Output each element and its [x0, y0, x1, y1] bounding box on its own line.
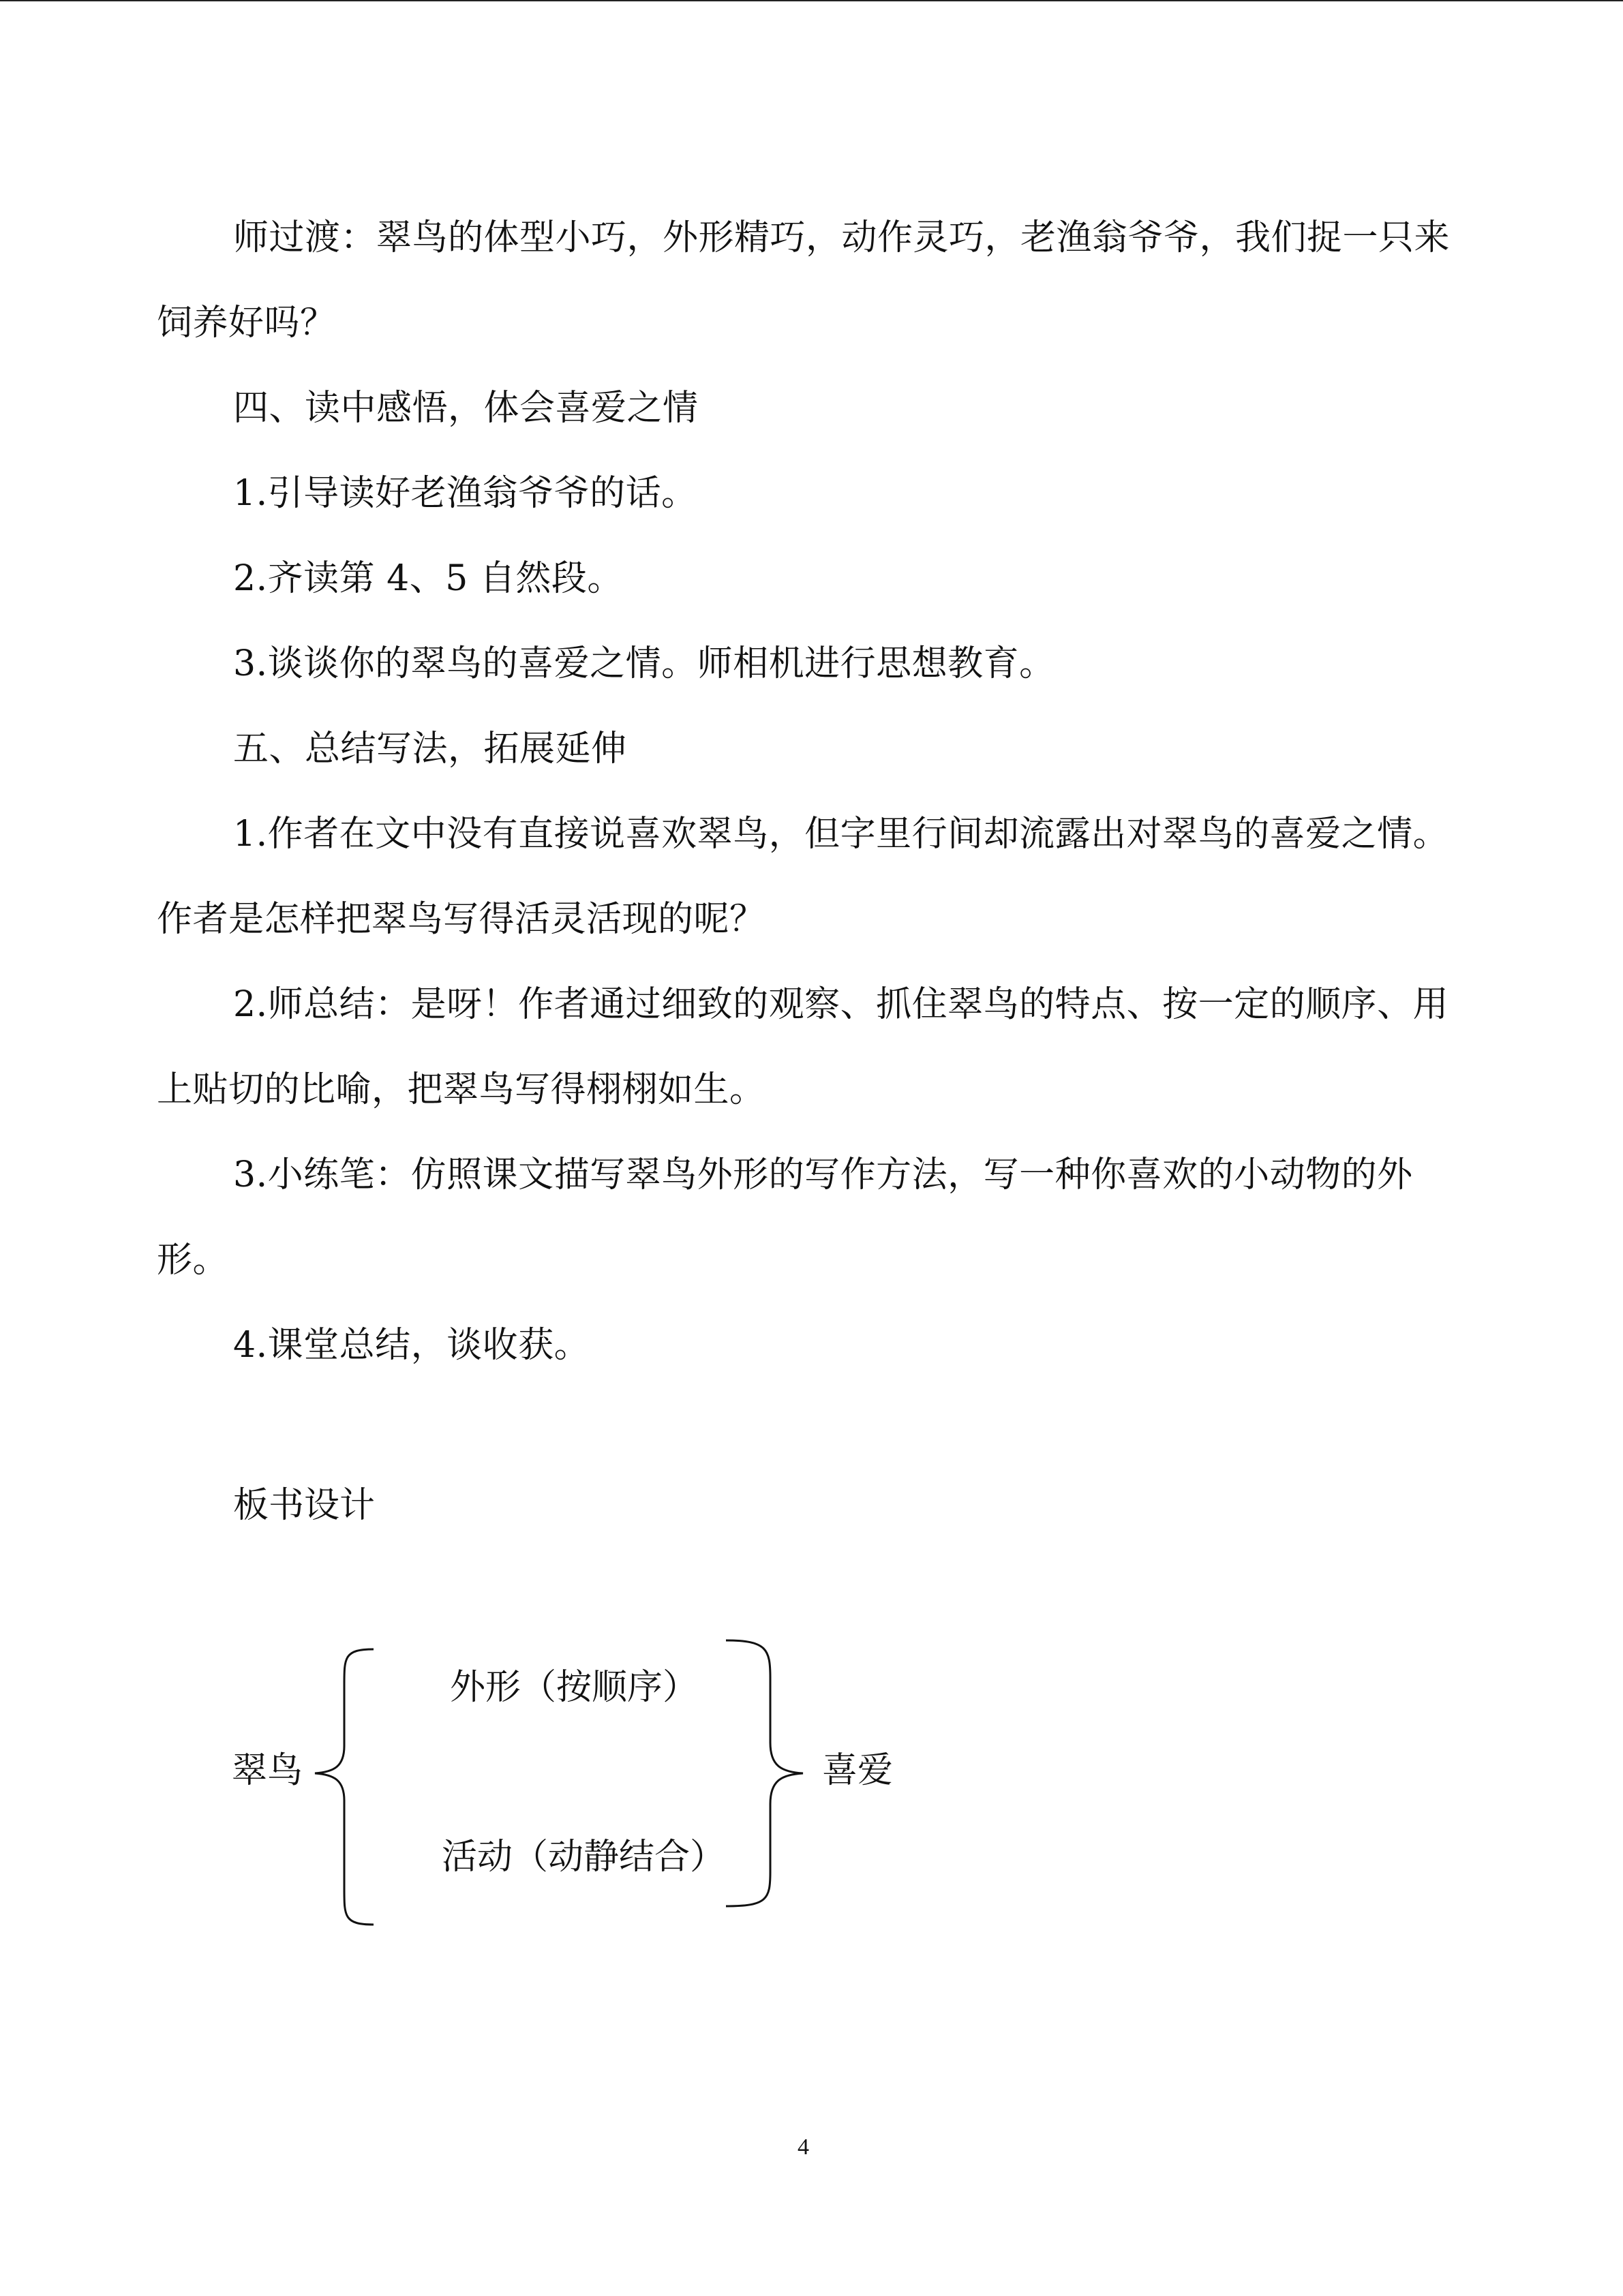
section-heading-4: 四、读中感悟，体会喜爱之情: [233, 388, 699, 429]
list-item: 3.谈谈你的翠鸟的喜爱之情。师相机进行思想教育。: [233, 643, 1055, 684]
right-brace-icon: [726, 1640, 803, 1906]
page-number: 4: [798, 2134, 809, 2160]
list-item: 1.作者在文中没有直接说喜欢翠鸟，但字里行间却流露出对翠鸟的喜爱之情。作者是怎样把翠鸟写得活灵活现的呢？: [157, 814, 1449, 940]
paragraph-transition: 师过渡：翠鸟的体型小巧，外形精巧，动作灵巧，老渔翁爷爷，我们捉一只来饲养好吗？: [157, 217, 1451, 343]
list-item: 2.齐读第 4、5 自然段。: [233, 558, 623, 599]
body-text: [157, 196, 1459, 1548]
list-item: 2.师总结：是呀！作者通过细致的观察、抓住翠鸟的特点、按一定的顺序、用上贴切的比喻，把翠鸟写得栩栩如生。: [157, 984, 1449, 1110]
section-heading-5: 五、总结写法，拓展延伸: [233, 729, 627, 769]
board-left-label: 翠鸟: [232, 1750, 303, 1791]
board-bottom-item: 活动（动静结合）: [442, 1837, 726, 1878]
left-brace-icon: [315, 1649, 374, 1925]
list-item: 3.小练笔：仿照课文描写翠鸟外形的写作方法，写一种你喜欢的小动物的外形。: [157, 1154, 1413, 1281]
list-item: 4.课堂总结，谈收获。: [233, 1325, 590, 1366]
board-design-title: 板书设计: [233, 1485, 376, 1526]
board-right-label: 喜爱: [822, 1750, 894, 1791]
board-top-item: 外形（按顺序）: [450, 1667, 699, 1708]
list-item: 1.引导读好老渔翁爷爷的话。: [233, 473, 697, 514]
